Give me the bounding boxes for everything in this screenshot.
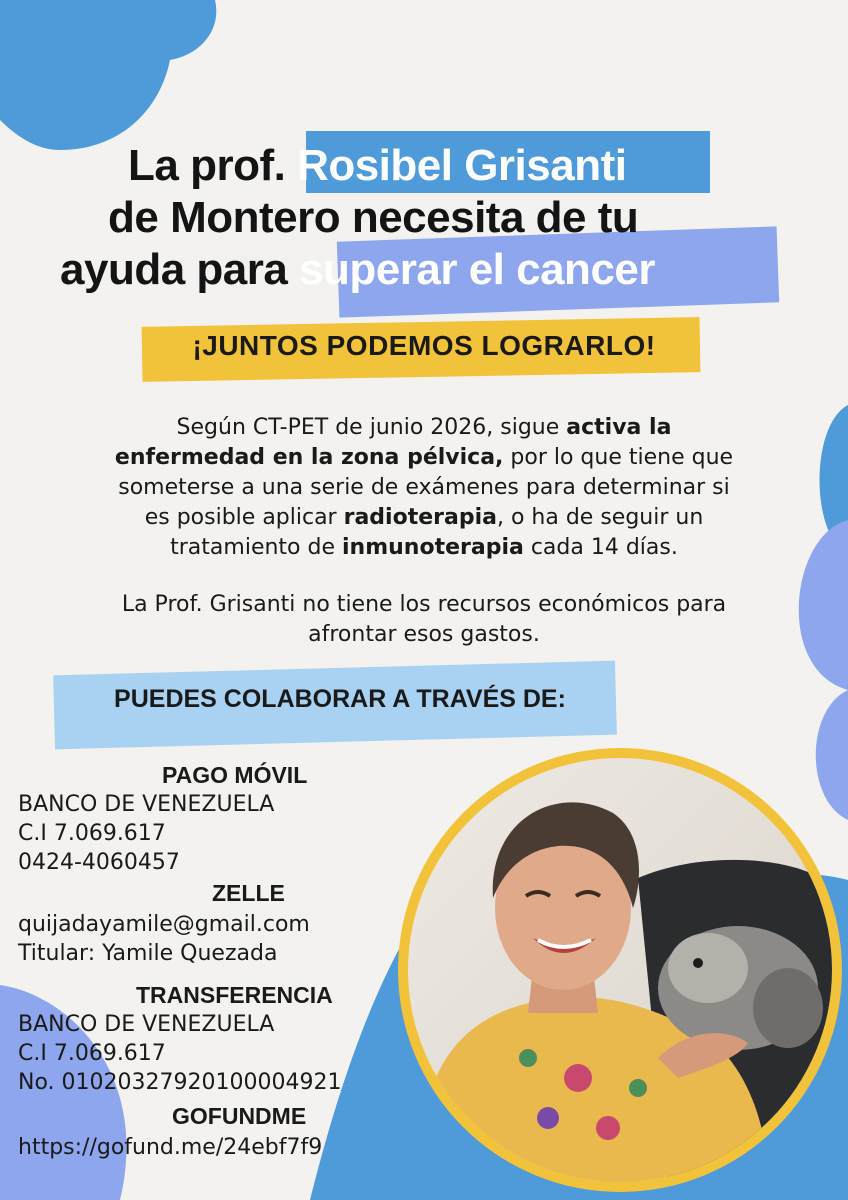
- portrait-photo: [408, 758, 832, 1182]
- photo-frame: [398, 748, 842, 1192]
- headline-line-1: La prof. Rosibel Grisanti: [128, 141, 627, 190]
- pago-movil-bank: BANCO DE VENEZUELA: [18, 792, 275, 817]
- resources-paragraph: La Prof. Grisanti no tiene los recursos económicos para afrontar esos gastos.: [121, 592, 727, 647]
- headline-line-3: ayuda para superar el cancer: [60, 245, 656, 294]
- transferencia-bank: BANCO DE VENEZUELA: [18, 1012, 275, 1037]
- right-petal-decoration-3: [795, 690, 848, 820]
- headline-line-2: de Montero necesita de tu: [108, 193, 639, 242]
- headline-highlight-text: superar el cancer: [299, 245, 656, 294]
- patient-name: Rosibel Grisanti: [297, 141, 627, 190]
- gofundme-title: GOFUNDME: [172, 1103, 307, 1129]
- zelle-title: ZELLE: [212, 880, 285, 906]
- collaborate-heading: PUEDES COLABORAR A TRAVÉS DE:: [114, 685, 566, 713]
- transferencia-title: TRANSFERENCIA: [136, 982, 333, 1008]
- pago-movil-ci: C.I 7.069.617: [18, 821, 166, 846]
- transferencia-ci: C.I 7.069.617: [18, 1041, 166, 1066]
- zelle-email: quijadayamile@gmail.com: [18, 912, 310, 937]
- zelle-holder: Titular: Yamile Quezada: [18, 941, 278, 966]
- pago-movil-title: PAGO MÓVIL: [162, 762, 308, 788]
- motto: ¡JUNTOS PODEMOS LOGRARLO!: [192, 330, 656, 361]
- transferencia-account: No. 01020327920100004921: [18, 1070, 342, 1095]
- diagnosis-paragraph: Según CT-PET de junio 2026, sigue activa la enfermedad en la zona pélvica, por lo que tiene que someterse a una serie de exámenes para determinar si es posible aplicar radioterapia, o ha de seguir un tratamiento de inmunoterapia cada 14 días.: [114, 415, 734, 560]
- gofundme-url[interactable]: https://gofund.me/24ebf7f9: [18, 1135, 323, 1160]
- pago-movil-phone: 0424-4060457: [18, 850, 180, 875]
